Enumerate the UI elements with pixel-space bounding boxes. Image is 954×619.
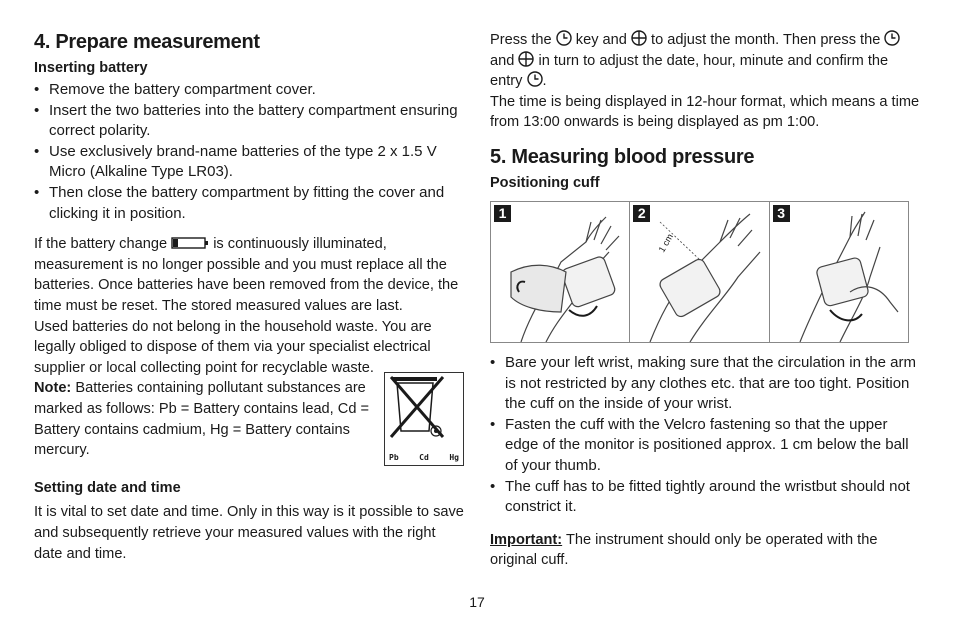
press-text-3: to adjust the month. Then press the xyxy=(651,32,881,48)
cuff-illustration-panels xyxy=(490,201,909,343)
important-label: Important: xyxy=(490,531,563,548)
crossed-bin-icon xyxy=(384,372,464,466)
bin-label-cd: Cd xyxy=(419,453,429,463)
clock-icon xyxy=(884,30,900,46)
list-item: • Remove the battery compartment cover. xyxy=(34,80,464,101)
list-item: • Insert the two batteries into the battery compartment ensuring correct polarity. xyxy=(34,101,464,142)
press-text-5: in turn to adjust the date, hour, minute and confirm the entry xyxy=(490,52,889,90)
wrist-cuff-illustration-2 xyxy=(630,202,768,342)
panel-number-label: 2 xyxy=(637,204,646,221)
important-paragraph xyxy=(490,530,920,571)
battery-change-text-after: is continuously illuminated, measurement is no longer possible and you must replace all the batteries. Once batteries have been removed from the device, the time must be reset. The stored measured values are last. xyxy=(34,236,459,314)
clock-icon xyxy=(527,71,543,87)
clock-icon xyxy=(556,30,572,46)
battery-bullet-list xyxy=(34,80,464,224)
important-text: The instrument should only be operated with the original cuff. xyxy=(490,531,878,569)
setting-date-time-heading: Setting date and time xyxy=(34,480,181,497)
note-paragraph xyxy=(34,378,374,460)
illustration-panel-3 xyxy=(770,202,908,342)
wrist-cuff-illustration-1 xyxy=(491,202,629,342)
cuff-bullet-list xyxy=(490,353,920,518)
wrist-cuff-illustration-3 xyxy=(770,202,908,342)
panel-number-3 xyxy=(773,205,790,222)
press-text-1: Press the xyxy=(490,32,552,48)
bin-label-pb: Pb xyxy=(389,453,399,463)
inserting-battery-heading: Inserting battery xyxy=(34,60,148,76)
list-item: • Bare your left wrist, making sure that the circulation in the arm is not restricted by any clothes etc. that are too tight. Position the cuff on the inside of your wrist. xyxy=(490,353,920,415)
illustration-panel-1 xyxy=(491,202,630,342)
one-cm-label: 1 cm xyxy=(656,232,676,254)
note-text: Batteries containing pollutant substances are marked as follows: Pb = Battery contains lead, Cd = Battery contains cadmium, Hg = Battery contains mercury. xyxy=(34,380,370,459)
panel-number-1 xyxy=(494,205,511,222)
disposal-paragraph: Used batteries do not belong in the household waste. You are legally obliged to dispose of them via your specialist electrical supplier or local collecting point for recyclable waste. xyxy=(34,318,432,376)
battery-change-paragraph xyxy=(34,234,464,316)
positioning-cuff-heading: Positioning cuff xyxy=(490,174,600,191)
plus-circle-icon xyxy=(631,30,647,46)
section-title-prepare: 4. Prepare measurement xyxy=(34,31,260,53)
left-column xyxy=(34,30,464,564)
section-title-measuring: 5. Measuring blood pressure xyxy=(490,145,755,168)
panel-number-label: 1 xyxy=(498,204,507,221)
press-key-paragraph xyxy=(490,30,920,92)
note-label: Note: xyxy=(34,380,72,397)
plus-circle-icon xyxy=(518,51,534,67)
press-text-4: and xyxy=(490,52,515,69)
list-item: • The cuff has to be fitted tightly around the wristbut should not constrict it. xyxy=(490,477,920,518)
list-item: • Use exclusively brand-name batteries of the type 2 x 1.5 V Micro (Alkaline Type LR03). xyxy=(34,142,464,183)
battery-icon xyxy=(171,235,209,247)
panel-number-label: 3 xyxy=(777,204,786,221)
battery-change-text-before: If the battery change xyxy=(34,236,168,253)
bin-label-hg: Hg xyxy=(449,453,459,463)
date-time-paragraph: It is vital to set date and time. Only in this way is it possible to save and subsequently retrieve your measured values with the right date and time. xyxy=(34,504,464,562)
illustration-panel-2 xyxy=(630,202,769,342)
press-text-2: key and xyxy=(575,32,627,48)
time-format-paragraph: The time is being displayed in 12-hour format, which means a time from 13:00 onwards is being displayed as pm 1:00. xyxy=(490,93,920,131)
press-text-6: . xyxy=(542,73,547,90)
right-column xyxy=(490,30,920,571)
panel-number-2 xyxy=(633,205,650,222)
page-number: 17 xyxy=(469,594,485,610)
list-item: • Then close the battery compartment by fitting the cover and clicking it in position. xyxy=(34,183,464,224)
note-block xyxy=(34,378,464,470)
list-item: • Fasten the cuff with the Velcro fastening so that the upper edge of the monitor is positioned approx. 1 cm below the ball of your thumb. xyxy=(490,415,920,477)
